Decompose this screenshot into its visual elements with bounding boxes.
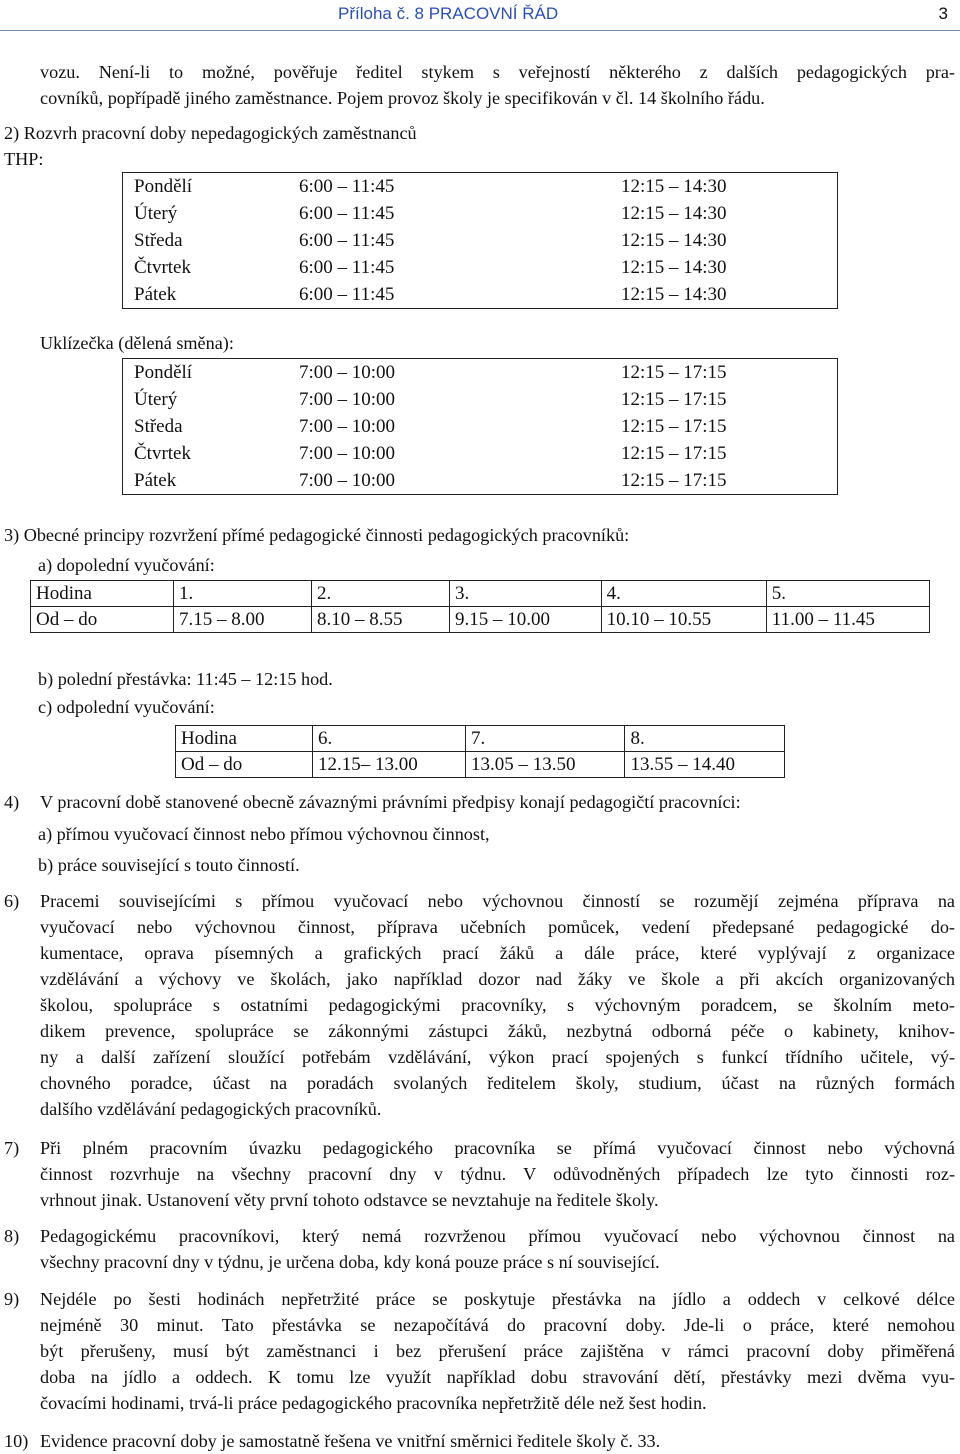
- page-number: 3: [938, 4, 948, 23]
- afternoon-label: c) odpolední vyučování:: [38, 697, 215, 717]
- table-cell: 12.15– 13.00: [313, 752, 466, 778]
- day-cell: Středa: [134, 416, 183, 437]
- section-10-text: Evidence pracovní doby je samostatně řešena ve vnitřní směrnici ředitele školy č. 33.: [40, 1431, 661, 1451]
- text-line: dalšího vzdělávání pedagogických pracovníků.: [40, 1099, 382, 1119]
- morning-label: a) dopolední vyučování:: [38, 555, 215, 575]
- cleaner-schedule-table: [122, 358, 838, 495]
- text-line: chovného poradce, účast na poradách svolaných ředitelem školy, studium, účast na různých formách: [40, 1073, 955, 1093]
- time-cell: 12:15 – 14:30: [621, 257, 727, 278]
- table-row: [176, 726, 785, 752]
- time-cell: 6:00 – 11:45: [299, 176, 395, 197]
- table-cell: 1.: [174, 581, 312, 607]
- text-line: ny a další zařízení sloužící potřebám vzdělávání, výkon prací spojených s funkcí třídního učitele, vý-: [40, 1047, 955, 1067]
- cleaner-heading: [40, 330, 640, 356]
- day-cell: Středa: [134, 230, 183, 251]
- text-line: kumentace, oprava písemných a grafických prací žáků a dále práce, které vyplývají z organizace: [40, 943, 955, 963]
- day-cell: Pondělí: [134, 362, 193, 383]
- section-8-body: [40, 1223, 955, 1275]
- text-line: dikem prevence, spolupráce se zákonnými zástupci žáků, nezbytná odborná péče o kabinety, knihov-: [40, 1021, 955, 1041]
- section-2-heading: [4, 120, 904, 172]
- table-row: [123, 281, 837, 308]
- time-cell: 12:15 – 14:30: [621, 230, 727, 251]
- day-cell: Pátek: [134, 470, 177, 491]
- table-cell: 8.: [625, 726, 785, 752]
- section-number: 10): [4, 1431, 29, 1451]
- day-cell: Úterý: [134, 203, 178, 224]
- time-cell: 12:15 – 14:30: [621, 176, 727, 197]
- time-cell: 7:00 – 10:00: [299, 443, 396, 464]
- section-6: [0, 888, 960, 1122]
- table-cell: Od – do: [31, 607, 174, 633]
- time-cell: 7:00 – 10:00: [299, 470, 396, 491]
- intro-paragraph: [40, 59, 955, 111]
- table-cell: 7.15 – 8.00: [174, 607, 312, 633]
- text-line: všechny pracovní dny v týdnu, je určena doba, kdy koná pouze práce s ní související.: [40, 1252, 660, 1272]
- table-cell: Od – do: [176, 752, 313, 778]
- section-3-title: 3) Obecné principy rozvržení přímé pedagogické činnosti pedagogických pracovníků:: [4, 525, 630, 545]
- section-9: [0, 1286, 960, 1416]
- text-line: Nejdéle po šesti hodinách nepřetržité práce se poskytuje přestávka na jídlo a oddech v celkové délce: [40, 1289, 955, 1309]
- table-row: [123, 386, 837, 413]
- table-row: [123, 359, 837, 386]
- text-line: školou, spolupráce s ostatními pedagogickými pracovníky, s výchovným poradcem, se školním meto-: [40, 995, 955, 1015]
- thp-schedule-table: [122, 172, 838, 309]
- time-cell: 12:15 – 17:15: [621, 416, 727, 437]
- section-number: 8): [4, 1226, 20, 1246]
- table-cell: 13.55 – 14.40: [625, 752, 785, 778]
- table-row: [123, 227, 837, 254]
- day-cell: Čtvrtek: [134, 257, 191, 278]
- cleaner-label: Uklízečka (dělená směna):: [40, 333, 234, 353]
- time-cell: 12:15 – 17:15: [621, 362, 727, 383]
- time-cell: 6:00 – 11:45: [299, 230, 395, 251]
- section-number: 9): [4, 1289, 20, 1309]
- table-row: [31, 607, 930, 633]
- table-cell: 10.10 – 10.55: [601, 607, 766, 633]
- section-8: [0, 1223, 960, 1275]
- section-4-item-b: b) práce související s touto činností.: [38, 855, 300, 875]
- section-3-heading: [4, 522, 954, 548]
- text-line: Pracemi souvisejícími s přímou vyučovací nebo výchovnou činností se rozumějí zejména příprava na: [40, 891, 955, 911]
- text-line: nejméně 30 minut. Tato přestávka se nezapočítává do pracovní doby. Jde-li o práce, které nemohou: [40, 1315, 955, 1335]
- morning-lessons-table: [30, 580, 930, 633]
- text-line: vzdělávání a výchovy ve školách, jako například dozor nad žáky ve škole a při akcích organizovaných: [40, 969, 955, 989]
- day-cell: Pondělí: [134, 176, 193, 197]
- table-cell: Hodina: [176, 726, 313, 752]
- time-cell: 7:00 – 10:00: [299, 362, 396, 383]
- thp-label: THP:: [4, 149, 44, 169]
- section-number: 7): [4, 1138, 20, 1158]
- table-row: [123, 413, 837, 440]
- section-4-item-a: a) přímou vyučovací činnost nebo přímou výchovnou činnost,: [38, 824, 490, 844]
- time-cell: 7:00 – 10:00: [299, 389, 396, 410]
- text-line: být přerušeny, musí být zaměstnanci i bez přerušení práce zajištěna v rámci pracovní doby přiměřená: [40, 1341, 955, 1361]
- section-number: 6): [4, 891, 20, 911]
- day-cell: Čtvrtek: [134, 443, 191, 464]
- afternoon-lessons-table: [175, 725, 785, 778]
- table-cell: 9.15 – 10.00: [450, 607, 602, 633]
- time-cell: 7:00 – 10:00: [299, 416, 396, 437]
- header-title: Příloha č. 8 PRACOVNÍ ŘÁD: [338, 4, 559, 23]
- section-2-title: 2) Rozvrh pracovní doby nepedagogických zaměstnanců: [4, 123, 417, 143]
- time-cell: 6:00 – 11:45: [299, 284, 395, 305]
- lunch-break-label: b) polední přestávka: 11:45 – 12:15 hod.: [38, 669, 333, 689]
- text-line: vyučovací nebo výchovnou činnost, příprava učebních pomůcek, vedení předepsané pedagogické do-: [40, 917, 955, 937]
- section-4: [0, 789, 960, 815]
- day-cell: Pátek: [134, 284, 177, 305]
- time-cell: 6:00 – 11:45: [299, 257, 395, 278]
- time-cell: 12:15 – 17:15: [621, 443, 727, 464]
- table-cell: Hodina: [31, 581, 174, 607]
- intro-line: vozu. Není-li to možné, pověřuje ředitel stykem s veřejností některého z dalších pedagogických pra-: [40, 62, 955, 82]
- table-row: [123, 440, 837, 467]
- text-line: Při plném pracovním úvazku pedagogického pracovníka se přímá vyučovací činnost nebo výchovná: [40, 1138, 955, 1158]
- table-cell: 8.10 – 8.55: [312, 607, 450, 633]
- section-10: [0, 1428, 960, 1452]
- table-cell: 2.: [312, 581, 450, 607]
- table-row: [123, 200, 837, 227]
- time-cell: 12:15 – 17:15: [621, 470, 727, 491]
- table-row: [176, 752, 785, 778]
- table-cell: 5.: [766, 581, 929, 607]
- text-line: činnost rozvrhuje na všechny pracovní dny v týdnu. V odůvodněných případech lze tyto činnosti roz-: [40, 1164, 955, 1184]
- time-cell: 12:15 – 14:30: [621, 203, 727, 224]
- text-line: Pedagogickému pracovníkovi, který nemá rozvrženou přímou vyučovací nebo výchovnou činnost na: [40, 1226, 955, 1246]
- text-line: čovacími hodinami, trvá-li práce pedagogického pracovníka nepřetržitě déle než šest hodin.: [40, 1393, 707, 1413]
- time-cell: 12:15 – 17:15: [621, 389, 727, 410]
- table-cell: 11.00 – 11.45: [766, 607, 929, 633]
- table-row: [123, 173, 837, 200]
- table-cell: 7.: [465, 726, 625, 752]
- time-cell: 12:15 – 14:30: [621, 284, 727, 305]
- page-header: [0, 0, 960, 31]
- table-cell: 13.05 – 13.50: [465, 752, 625, 778]
- table-cell: 6.: [313, 726, 466, 752]
- section-9-body: [40, 1286, 955, 1416]
- table-row: [31, 581, 930, 607]
- section-7-body: [40, 1135, 955, 1213]
- table-row: [123, 467, 837, 494]
- day-cell: Úterý: [134, 389, 178, 410]
- section-6-body: [40, 888, 955, 1122]
- table-cell: 4.: [601, 581, 766, 607]
- table-row: [123, 254, 837, 281]
- time-cell: 6:00 – 11:45: [299, 203, 395, 224]
- table-cell: 3.: [450, 581, 602, 607]
- text-line: doba na jídlo a oddech. K tomu lze využít například dobu stravování dětí, přestávky mezi dvěma vyu-: [40, 1367, 955, 1387]
- text-line: vrhnout jinak. Ustanovení věty první tohoto odstavce se nevztahuje na ředitele školy.: [40, 1190, 659, 1210]
- section-4-text: V pracovní době stanovené obecně závaznými právními předpisy konají pedagogičtí pracovníci:: [40, 792, 741, 812]
- section-number: 4): [4, 792, 20, 812]
- intro-line: covníků, popřípadě jiného zaměstnance. Pojem provoz školy je specifikován v čl. 14 školního řádu.: [40, 88, 765, 108]
- section-7: [0, 1135, 960, 1213]
